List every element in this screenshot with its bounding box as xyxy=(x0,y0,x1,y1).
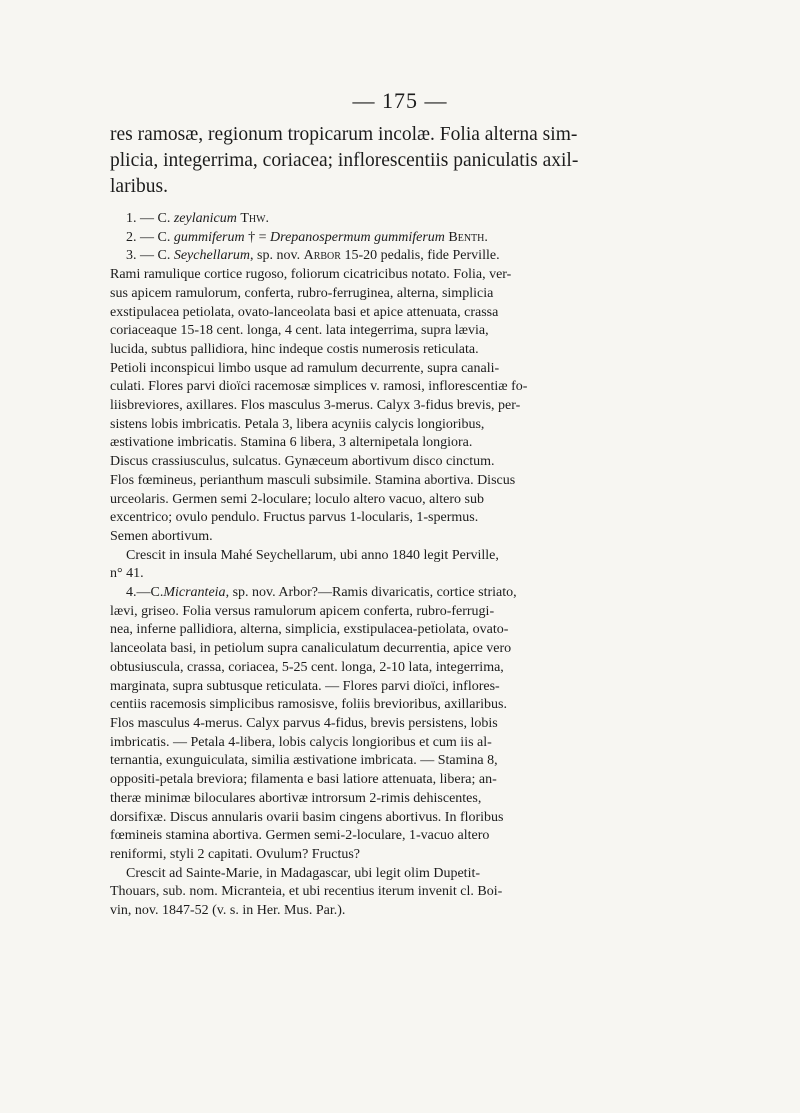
text-line: obtusiuscula, crassa, coriacea, 5-25 cent. longa, 2-10 lata, integerrima, xyxy=(110,659,504,675)
text-line: lucida, subtus pallidiora, hinc indeque costis numerosis reticulata. xyxy=(110,341,479,357)
text-line: reniformi, styli 2 capitati. Ovulum? Fructus? xyxy=(110,846,361,862)
text-line: sistens lobis imbricatis. Petala 3, libera acyniis calycis longioribus, xyxy=(110,416,485,432)
text-line: vin, nov. 1847-52 (v. s. in Her. Mus. Par.). xyxy=(110,903,346,919)
text-line: oppositi-petala breviora; filamenta e basi latiore attenuata, libera; an- xyxy=(110,772,497,788)
text-line: dorsifixæ. Discus annularis ovarii basim cingens abortivus. In floribus xyxy=(110,809,504,825)
species-3-habitat xyxy=(110,547,590,584)
text-line: lævi, griseo. Folia versus ramulorum apicem conferta, rubro-ferrugi- xyxy=(110,603,495,619)
species-3-description xyxy=(110,266,590,547)
text-line: Crescit ad Sainte-Marie, in Madagascar, ubi legit olim Dupetit- xyxy=(126,865,481,881)
text-line: laribus. xyxy=(110,176,168,197)
text-line: Crescit in insula Mahé Seychellarum, ubi anno 1840 legit Perville, xyxy=(126,547,499,563)
text-line: Petioli inconspicui limbo usque ad ramulum decurrente, supra canali- xyxy=(110,360,500,376)
text-line: theræ minimæ biloculares abortivæ introrsum 2-rimis dehiscentes, xyxy=(110,790,482,806)
text-line: marginata, supra subtusque reticulata. — Flores parvi dioïci, inflores- xyxy=(110,678,500,694)
species-entry-4-head: 4.—C.Micranteia, sp. nov. Arbor?—Ramis divaricatis, cortice striato, xyxy=(126,585,517,601)
text-line: Discus crassiusculus, sulcatus. Gynæceum abortivum disco cinctum. xyxy=(110,454,495,470)
text-line: n° 41. xyxy=(110,566,144,582)
text-line: culati. Flores parvi dioïci racemosæ simplices v. ramosi, inflorescentiæ fo- xyxy=(110,379,528,395)
page-number: — 175 — xyxy=(352,88,448,113)
text-line: Thouars, sub. nom. Micranteia, et ubi recentius iterum invenit cl. Boi- xyxy=(110,884,503,900)
species-entry-2: 2. — C. gummiferum † = Drepanospermum gummiferum Benth. xyxy=(126,229,488,245)
text-line: exstipulacea petiolata, ovato-lanceolata basi et apice attenuata, crassa xyxy=(110,304,499,320)
text-line: urceolaris. Germen semi 2-loculare; loculo altero vacuo, altero sub xyxy=(110,491,484,507)
text-line: plicia, integerrima, coriacea; inflorescentiis paniculatis axil- xyxy=(110,150,579,171)
text-line: excentrico; ovulo pendulo. Fructus parvus 1-locularis, 1-spermus. xyxy=(110,510,479,526)
text-line: Flos fœmineus, perianthum masculi subsimile. Stamina abortiva. Discus xyxy=(110,472,516,488)
text-line: sus apicem ramulorum, conferta, rubro-ferruginea, alterna, simplicia xyxy=(110,285,494,301)
species-list xyxy=(110,210,590,921)
species-entry-1: 1. — C. zeylanicum Thw. xyxy=(126,211,270,226)
species-entry-3-head: 3. — C. Seychellarum, sp. nov. Arbor 15-20 pedalis, fide Perville. xyxy=(126,248,500,264)
text-line: Semen abortivum. xyxy=(110,528,213,544)
text-line: nea, inferne pallidiora, alterna, simplicia, exstipulacea-petiolata, ovato- xyxy=(110,622,509,638)
text-line: lanceolata basi, in petiolum supra canaliculatum decurrentia, apice vero xyxy=(110,641,512,657)
species-4-description xyxy=(110,603,590,865)
text-line: liisbreviores, axillares. Flos masculus 3-merus. Calyx 3-fidus brevis, per- xyxy=(110,398,521,414)
species-4-habitat xyxy=(110,865,590,921)
text-line: Flos masculus 4-merus. Calyx parvus 4-fidus, brevis persistens, lobis xyxy=(110,715,498,731)
text-line: Rami ramulique cortice rugoso, foliorum cicatricibus notato. Folia, ver- xyxy=(110,267,512,283)
text-line: æstivatione imbricatis. Stamina 6 libera, 3 alternipetala longiora. xyxy=(110,435,473,451)
text-line: res ramosæ, regionum tropicarum incolæ. Folia alterna sim- xyxy=(110,124,578,145)
text-line: imbricatis. — Petala 4-libera, lobis calycis longioribus et cum iis al- xyxy=(110,734,492,750)
text-line: ternantia, exunguiculata, similia æstivatione imbricata. — Stamina 8, xyxy=(110,753,498,769)
intro-paragraph xyxy=(110,122,590,200)
text-line: fœmineis stamina abortiva. Germen semi-2-loculare, 1-vacuo altero xyxy=(110,828,490,844)
text-line: centiis racemosis simplicibus ramosisve, foliis brevioribus, axillaribus. xyxy=(110,697,507,713)
text-line: coriaceaque 15-18 cent. longa, 4 cent. lata integerrima, supra lævia, xyxy=(110,323,489,339)
